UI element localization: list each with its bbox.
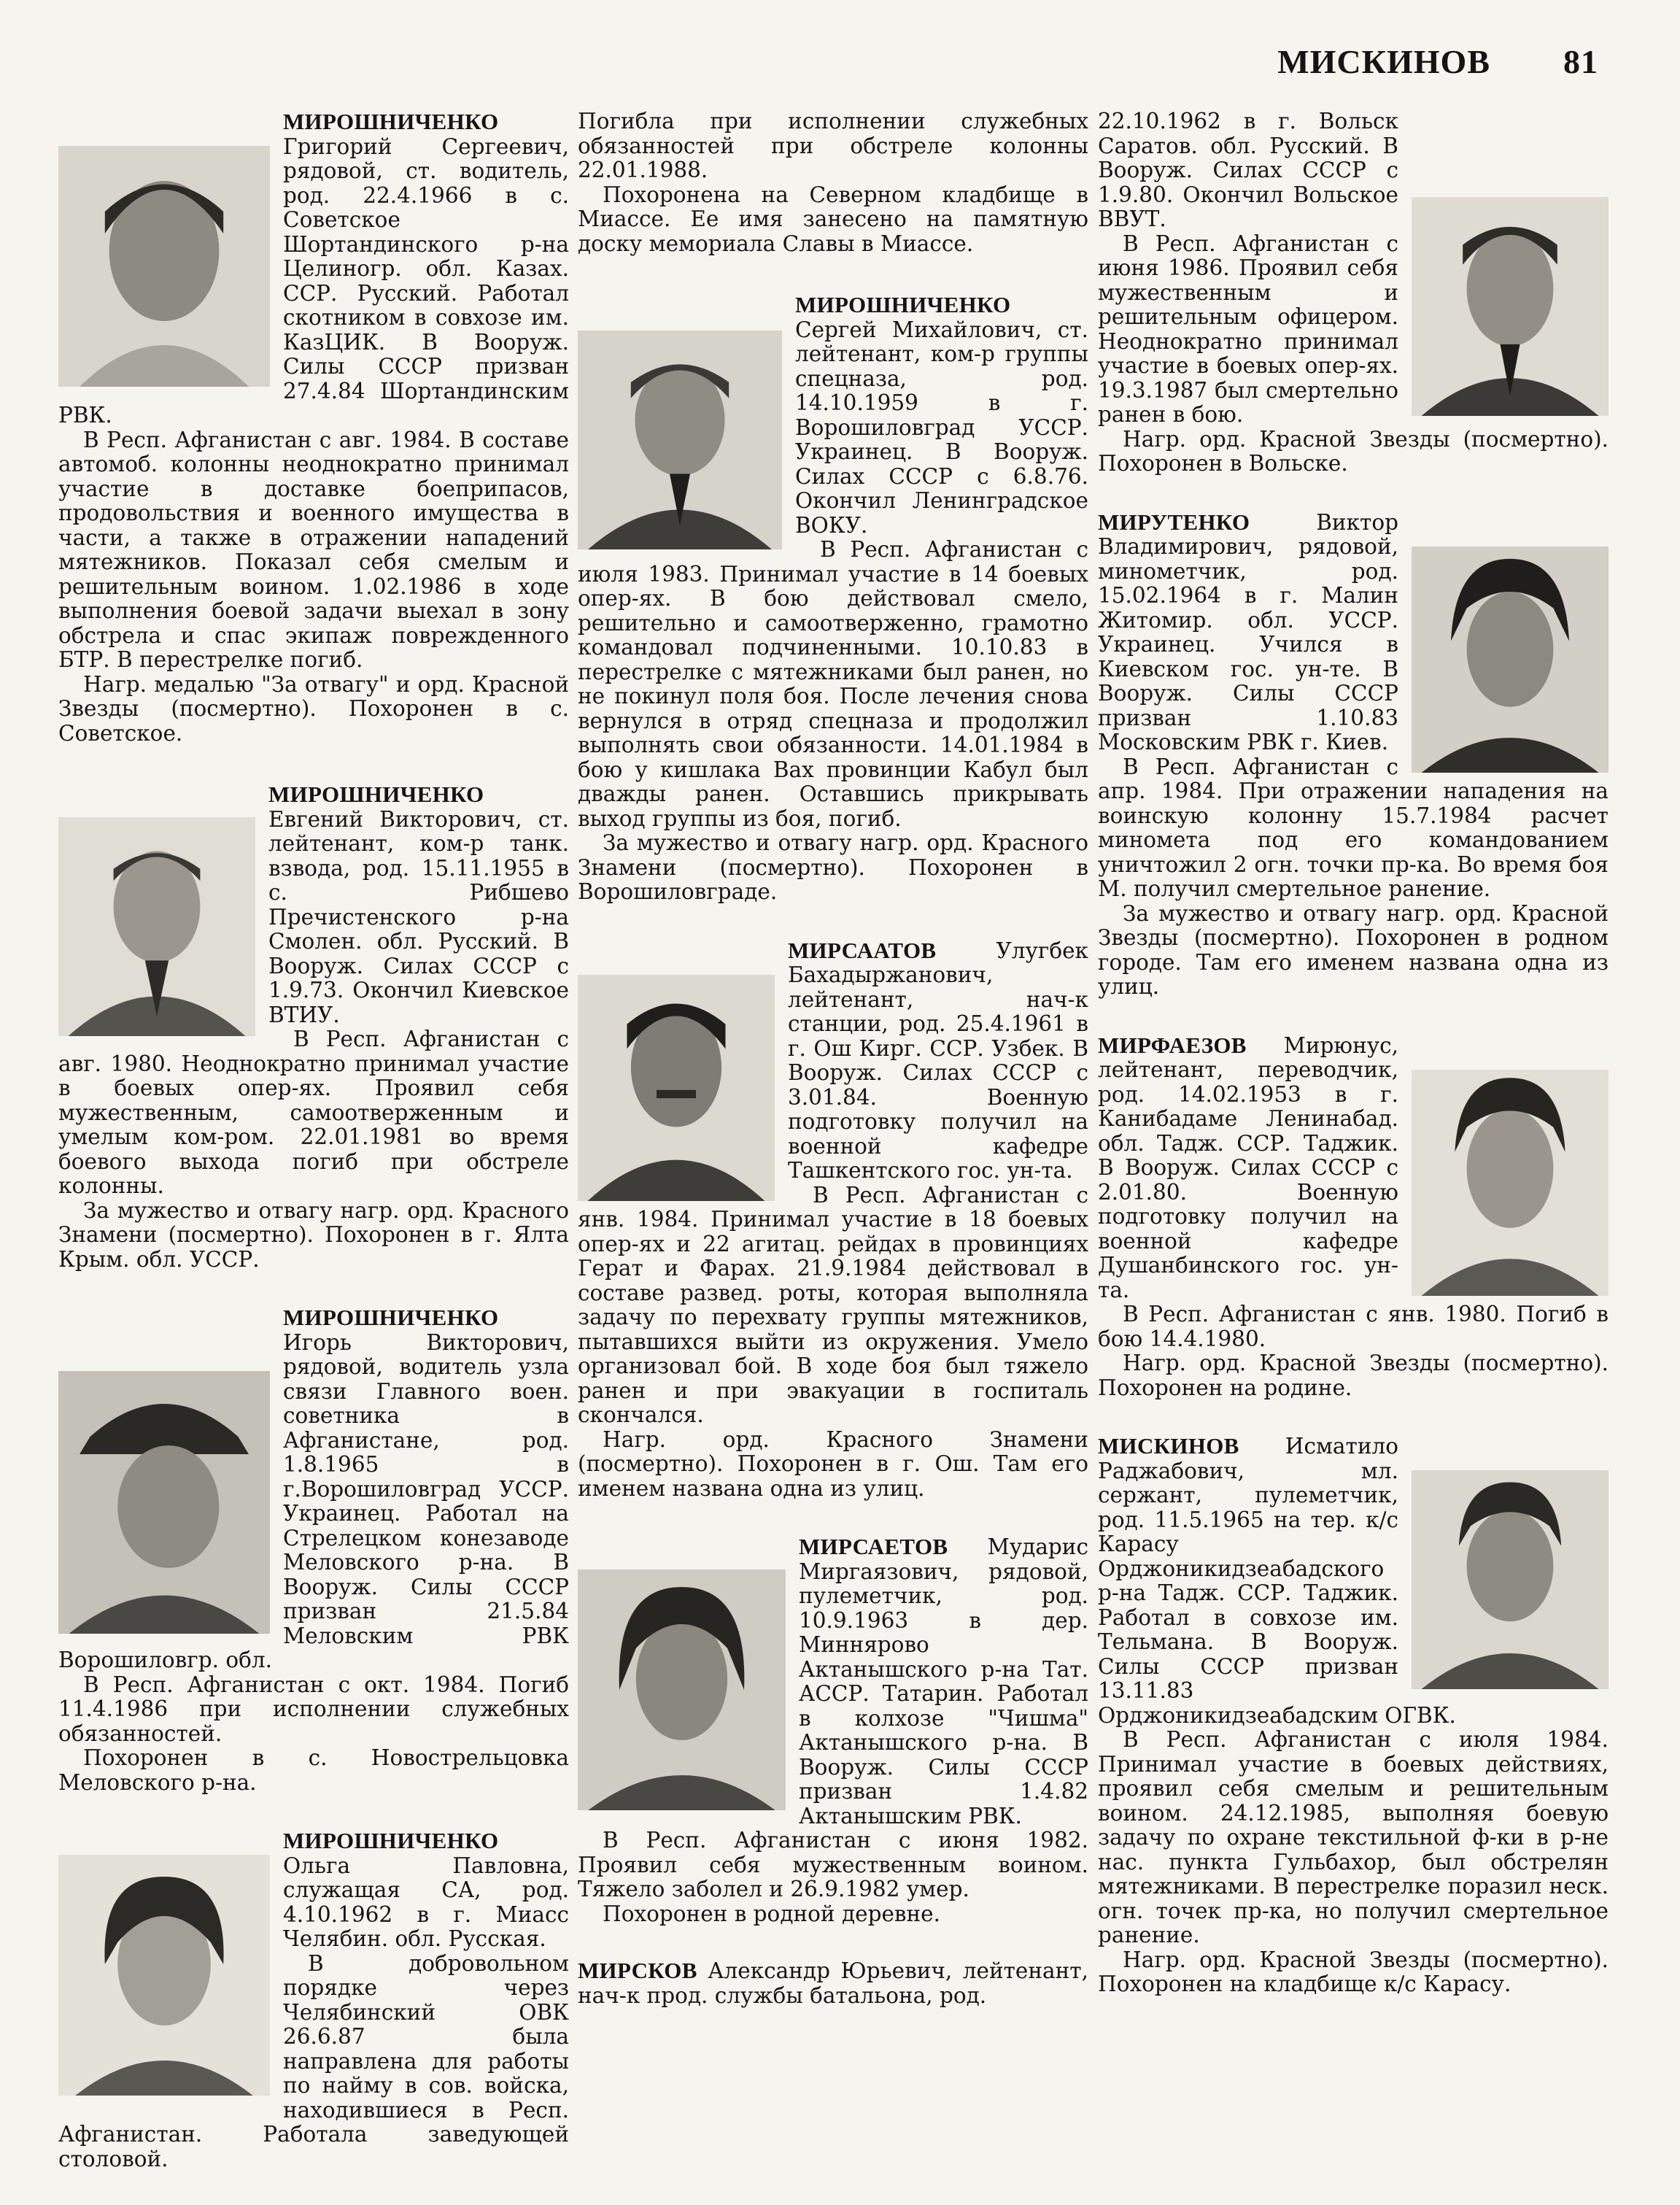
entry-text: В Респ. Афганистан с июня 1986. Проявил себя мужественным и решительным офицером. Неоднократно принимал участие в боевых опер-ях. 19.3.1987 был смертельно ранен в бою. [1098,231,1398,427]
entry-text: Григорий Сергеевич, рядовой, ст. водитель, род. 22.4.1966 в с. Советское Шортандинского р-на Целиногр. обл. Казах. ССР. Русский. Работал скотником в совхозе им. КазЦИК. В Вооруж. Силы СССР призван 27.4.84 Шортандинским РВК. [58,134,569,428]
entry-text: Мударис Миргаязович, рядовой, пулеметчик, род. 10.9.1963 в дер. Миннярово Актанышского р-на Тат. АССР. Татарин. Работал в колхозе "Чишма" Актанышского р-на. В Вооруж. Силы СССР призван 1.4.82 Актанышским РВК. [799,1534,1088,1829]
entry-text: В Респ. Афганистан с июля 1984. Принимал участие в боевых действиях, проявил себя смелым и решительным воином. 24.12.1985, выполняя боевую задачу по охране текстильной ф-ки в р-не нас. пункта Гульбахор, был обстрелян мятежниками. В перестрелке поразил неск. огн. точек пр-ка, но получил смертельное ранение. [1098,1727,1609,1947]
entry-text: В Респ. Афганистан с апр. 1984. При отражении нападения на воинскую колонну 15.7.1984 расчет миномета под его командованием уничтожил 2 огн. точки пр-ка. Во время боя М. получил смертельное ранение. [1098,754,1609,901]
running-title: МИСКИНОВ [1277,43,1490,80]
portrait-photo [1412,547,1609,773]
entry-name: МИРОШНИЧЕНКО [283,109,499,134]
entry-name: МИРОШНИЧЕНКО [283,1828,499,1853]
entry-text: За мужество и отвагу нагр. орд. Красного Знамени (посмертно). Похоронен в Ворошиловграде. [578,830,1088,904]
entry-continued-olga [578,109,1088,256]
entry-mirutenko [1098,510,1609,1000]
entry-text: Евгений Викторович, ст. лейтенант, ком-р танк. взвода, род. 15.11.1955 в с. Рибшево Пречистенского р-на Смолен. обл. Русский. В Вооруж. Силах СССР с 1.9.73. Окончил Киевское ВТИУ. [268,806,569,1027]
entry-name: МИРОШНИЧЕНКО [268,781,484,807]
entry-mirskov [578,1958,1088,2008]
entry-text: Похоронен в с. Новострельцовка Меловского р-на. [58,1745,569,1795]
entry-text: В Респ. Афганистан с авг. 1980. Неоднократно принимал участие в боевых опер-ях. Проявил себя мужественным, самоотверженным и умелым ком-ром. 22.01.1981 во время боевого выхода погиб при обстреле колонны. [58,1027,569,1198]
entry-text: Нагр. медалью "За отвагу" и орд. Красной Звезды (посмертно). Похоронен в с. Советское. [58,671,569,746]
entry-text: В Респ. Афганистан с янв. 1980. Погиб в бою 14.4.1980. [1098,1302,1609,1351]
entry-miroshnichenko-olga [58,1829,569,2171]
portrait-photo [1412,1470,1609,1689]
entry-miroshnichenko-grigoriy [58,109,569,746]
entry-mirsaetov [578,1534,1088,1926]
entry-name: МИРУТЕНКО [1098,509,1250,535]
column-3 [1098,109,1609,2031]
entry-text: В Респ. Афганистан с янв. 1984. Принимал участие в 18 боевых опер-ях и 22 агитац. рейдах в провинциях Герат и Фарах. 21.9.1984 действовал в составе развед. роты, которая выполняла задачу по перехвату группы мятежников, пытавшихся выйти из окружения. Умело организовал бой. В ходе боя был тяжело ранен и при эвакуации в госпиталь скончался. [578,1182,1088,1427]
entry-text: Игорь Викторович, рядовой, водитель узла связи Главного воен. советника в Афганистане, род. 1.8.1965 в г.Ворошиловград УССР. Украинец. Работал на Стрелецком конезаводе Меловского р-на. В Вооруж. Силы СССР призван 21.5.84 Меловским РВК Ворошиловгр. обл. [58,1329,569,1672]
entry-miroshnichenko-igor [58,1305,569,1795]
entry-name: МИРФАЕЗОВ [1098,1032,1247,1058]
entry-text: Виктор Владимирович, рядовой, минометчик, род. 15.02.1964 в г. Малин Житомир. обл. УССР. Украинец. Учился в Киевском гос. ун-те. В Вооруж. Силы СССР призван 1.10.83 Московским РВК г. Киев. [1098,509,1398,754]
portrait-photo [578,975,775,1201]
entry-text: Погибла при исполнении служебных обязанностей при обстреле колонны 22.01.1988. [578,109,1088,182]
portrait-photo [58,1371,270,1634]
entry-name: МИРСКОВ [578,1958,697,1983]
entry-name: МИРСААТОВ [788,937,937,963]
entry-text: Нагр. орд. Красной Звезды (посмертно). Похоронен на родине. [1098,1351,1609,1400]
entry-text: Нагр. орд. Красной Звезды (посмертно). Похоронен на кладбище к/с Карасу. [1098,1947,1609,1996]
entry-continued-mirskov [1098,109,1609,476]
entry-text: Улугбек Бахадыржанович, лейтенант, нач-к станции, род. 25.4.1961 в г. Ош Кирг. ССР. Узбек. В Вооруж. Силах СССР с 3.01.84. Военную подготовку получил на военной кафедре Ташкентского гос. ун-та. [788,938,1088,1183]
entry-text: Ольга Павловна, служащая СА, род. 4.10.1962 в г. Миасс Челябин. обл. Русская. [283,1853,569,1951]
entry-text: В Респ. Афганистан с авг. 1984. В составе автомоб. колонны неоднократно принимал участие в доставке боеприпасов, продовольствия и военного имущества в части, а также в отражении нападений мятежников. Показал себя смелым и решительным воином. 1.02.1986 в ходе выполнения боевой задачи выехал в зону обстрела и спас экипаж поврежденного БТР. В перестрелке погиб. [58,427,569,672]
portrait-photo [58,817,255,1036]
entry-text: Исматило Раджабович, мл. сержант, пулеметчик, род. 11.5.1965 на тер. к/с Карасу Орджоникидзеабадского р-на Тадж. ССР. Таджик. Работал в совхозе им. Тельмана. В Вооруж. Силы СССР призван 13.11.83 Орджоникидзеабадским ОГВК. [1098,1434,1456,1728]
entry-text: В Респ. Афганистан с окт. 1984. Погиб 11.4.1986 при исполнении служебных обязанностей. [58,1672,569,1746]
entry-text: Александр Юрьевич, лейтенант, нач-к прод. службы батальона, род. [578,1958,1088,2008]
portrait-photo [1412,197,1609,416]
entry-text: Мирюнус, лейтенант, переводчик, род. 14.02.1953 в г. Канибадаме Ленинабад. обл. Тадж. ССР. Таджик. В Вооруж. Силах СССР с 2.01.80. Военную подготовку получил на военной кафедре Душанбинского гос. ун-та. [1098,1032,1398,1302]
entry-text: Похоронен в родной деревне. [603,1901,941,1926]
entry-text: В Респ. Афганистан с июля 1983. Принимал участие в 14 боевых опер-ях. В бою действовал смело, решительно и самоотверженно, грамотно командовал подчиненными. 10.10.83 в перестрелке с мятежниками был ранен, но не покинул поля боя. После лечения снова вернулся в отряд спецназа и продолжил выполнять свои обязанности. 14.01.1984 в бою у кишлака Вах провинции Кабул был дважды ранен. Оставшись прикрывать выход группы из боя, погиб. [578,537,1088,831]
entry-text: В добровольном порядке через Челябинский ОВК 26.6.87 была направлена для работы по найму в сов. войска, находившиеся в Респ. Афганистан. Работала заведующей столовой. [58,1950,569,2171]
entry-miskinov [1098,1434,1609,1997]
portrait-photo [1412,1070,1609,1296]
portrait-photo [58,1855,270,2096]
entry-text: Похоронена на Северном кладбище в Миассе. Ее имя занесено на памятную доску мемориала Славы в Миассе. [578,182,1088,256]
entry-text: За мужество и отвагу нагр. орд. Красной Звезды (посмертно). Похоронен в родном городе. Там его именем названа одна из улиц. [1098,900,1609,999]
portrait-photo [578,331,782,549]
portrait-photo [58,146,270,387]
entry-name: МИРОШНИЧЕНКО [283,1305,499,1330]
entry-mirsaatov [578,938,1088,1502]
entry-text: 22.10.1962 в г. Вольск Саратов. обл. Русский. В Вооруж. Силах СССР с 1.9.80. Окончил Вольское ВВУТ. [1098,109,1398,231]
page-number: 81 [1563,43,1598,80]
entry-name: МИРСАЕТОВ [799,1534,948,1559]
entry-text: За мужество и отвагу нагр. орд. Красного Знамени (посмертно). Похоронен в г. Ялта Крым. обл. УССР. [58,1197,569,1272]
entry-miroshnichenko-sergey [578,293,1088,905]
entry-miroshnichenko-evgeniy [58,782,569,1272]
column-2 [578,109,1088,2042]
running-head [1277,42,1598,81]
entry-text: В Респ. Афганистан с июня 1982. Проявил себя мужественным воином. Тяжело заболел и 26.9.1982 умер. [578,1828,1088,1901]
entry-text: Нагр. орд. Красной Звезды (посмертно). Похоронен в Вольске. [1098,426,1609,476]
entry-mirfaezov [1098,1033,1609,1401]
entry-name: МИРОШНИЧЕНКО [795,292,1011,317]
column-1 [58,109,569,2205]
entry-text: Сергей Михайлович, ст. лейтенант, ком-р группы спецназа, род. 14.10.1959 в г. Ворошиловград УССР. Украинец. В Вооруж. Силах СССР с 6.8.76. Окончил Ленинградское ВОКУ. [795,317,1088,538]
entry-text: Нагр. орд. Красного Знамени (посмертно). Похоронен в г. Ош. Там его именем названа одна из улиц. [578,1426,1088,1501]
portrait-photo [578,1569,786,1810]
entry-name: МИСКИНОВ [1098,1433,1239,1459]
